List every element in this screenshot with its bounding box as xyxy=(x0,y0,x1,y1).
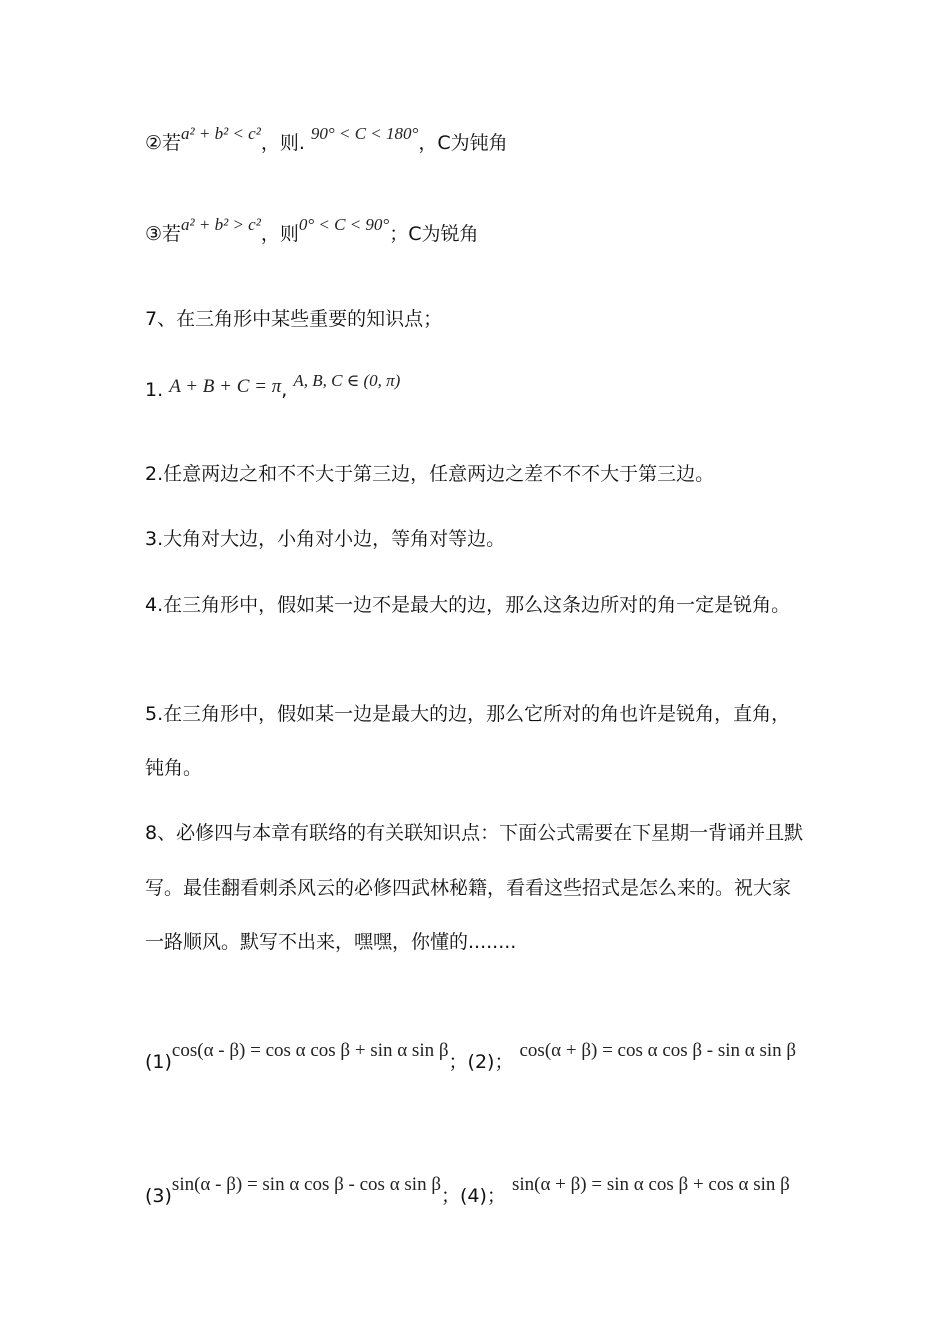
text-mid: ，则. xyxy=(260,132,305,154)
condition-acute xyxy=(145,215,479,247)
math-angle-sum: A + B + C = π xyxy=(169,376,282,397)
point-1 xyxy=(145,371,401,403)
math-angle-domain: A, B, C ∈ (0, π) xyxy=(293,371,401,390)
text-prefix: 1. xyxy=(145,379,164,401)
formula-row-2 xyxy=(145,1174,790,1209)
section-8-line-2: 写。最佳翻看刺杀风云的必修四武林秘籍，看看这些招式是怎么来的。祝大家 xyxy=(145,877,792,899)
point-3: 3.大角对大边，小角对小边，等角对等边。 xyxy=(145,528,506,550)
formula-separator: ；(4)； xyxy=(440,1185,506,1207)
text-mid: ，则 xyxy=(260,223,299,245)
formula-cos-sum: cos(α + β) = cos α cos β - sin α sin β xyxy=(519,1040,797,1061)
math-angle-range: 0° < C < 90° xyxy=(298,215,390,234)
math-angle-range: 90° < C < 180° xyxy=(310,124,419,143)
section-7-heading: 7、在三角形中某些重要的知识点； xyxy=(145,308,443,330)
formula-cos-diff: cos(α - β) = cos α cos β + sin α sin β xyxy=(171,1040,449,1061)
math-inequality: a² + b² < c² xyxy=(181,124,261,143)
formula-label: (1) xyxy=(145,1051,172,1073)
formula-row-1 xyxy=(145,1040,797,1075)
condition-obtuse xyxy=(145,124,508,156)
text-prefix: ③若 xyxy=(145,223,182,245)
text-mid: , xyxy=(281,379,288,401)
formula-label: (3) xyxy=(145,1185,172,1207)
math-inequality: a² + b² > c² xyxy=(181,215,261,234)
formula-sin-diff: sin(α - β) = sin α cos β - cos α sin β xyxy=(171,1174,441,1195)
formula-separator: ；(2)； xyxy=(448,1051,514,1073)
text-suffix: ；C为锐角 xyxy=(389,223,479,245)
section-8-line-3: 一路顺风。默写不出来，嘿嘿，你懂的........ xyxy=(145,931,517,953)
text-prefix: ②若 xyxy=(145,132,182,154)
text-suffix: ，C为钝角 xyxy=(418,132,508,154)
formula-sin-sum: sin(α + β) = sin α cos β + cos α sin β xyxy=(511,1174,790,1195)
point-4: 4.在三角形中，假如某一边不是最大的边，那么这条边所对的角一定是锐角。 xyxy=(145,594,791,616)
section-8-line-1: 8、必修四与本章有联络的有关联知识点：下面公式需要在下星期一背诵并且默 xyxy=(145,822,804,844)
point-2: 2.任意两边之和不不大于第三边，任意两边之差不不不大于第三边。 xyxy=(145,463,715,485)
point-5: 5.在三角形中，假如某一边是最大的边，那么它所对的角也许是锐角，直角， xyxy=(145,703,791,725)
point-5-continued: 钝角。 xyxy=(145,757,203,779)
